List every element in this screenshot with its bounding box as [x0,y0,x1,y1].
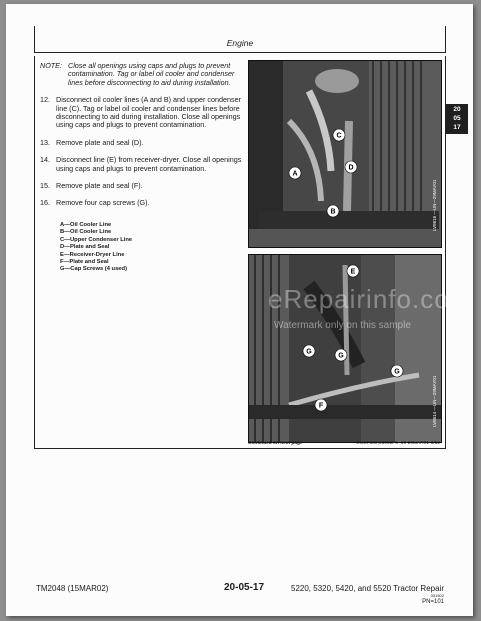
legend-item: C—Upper Condenser Line [60,236,133,243]
callout-f: F [318,402,324,410]
legend-item: D—Plate and Seal [60,244,110,251]
callout-g: G [306,348,312,356]
callout-a: A [292,170,298,178]
manual-title: 5220, 5320, 5420, and 5520 Tractor Repair [291,584,444,593]
step-number: 16. [40,198,50,208]
step-item [40,156,242,173]
legend-item: B—Oil Cooler Line [60,229,112,236]
step-number: 14. [40,155,50,165]
step-text: Remove plate and seal (F). [56,181,143,191]
callout-c: C [336,132,342,140]
step-number: 15. [40,181,50,191]
step-item [40,96,242,130]
watermark: eRepairinfo.com [268,284,473,314]
page-number: 20-05-17 [224,582,265,593]
continued-label: Continued on next page [248,441,303,446]
figure1-code: LV8616 —UN—29MAY01 [432,179,437,231]
step-number: 13. [40,137,50,147]
callout-g: G [394,368,400,376]
header-box [34,26,446,53]
instruction-text [40,62,242,274]
figure-photo-receiver-dryer [248,254,442,443]
legend-item: G—Cap Screws (4 used) [60,266,128,273]
page-footer [34,584,444,608]
figure-legend [60,222,242,274]
figure2-code: LV8614 —UN—29MAY01 [432,375,437,427]
callout-g: G [338,352,344,360]
step-item [40,182,242,190]
note-text: Close all openings using caps and plugs to prevent contamination. Tag or label oil cooler and condenser lines before disconnecting to aid during installation. [68,61,235,87]
continued-code: OUCF089,00002F6 -19-29MAR01-3/12 [356,441,440,446]
legend-item: E—Receiver-Dryer Line [60,251,125,258]
continued-note [248,441,440,446]
step-item [40,139,242,147]
step-item [40,199,242,207]
legend-item: A—Oil Cooler Line [60,221,112,228]
section-title: Engine [226,38,254,48]
pn-code: PN=101 [422,599,444,605]
callout-e: E [350,268,356,276]
callout-b: B [330,208,336,216]
section-tab [446,104,468,134]
section-tab-line1: 20 [453,106,461,113]
step-text: Remove four cap screws (G). [56,198,150,208]
step-text: Disconnect line (E) from receiver-dryer. Close all openings using caps and plugs to prevent contamination. [56,155,242,173]
step-text: Remove plate and seal (D). [56,137,144,147]
section-tab-line2: 05 [453,115,461,122]
section-tab-line3: 17 [453,124,461,131]
note-label: NOTE: [40,61,62,70]
figure-photo-condenser-lines [248,60,442,248]
step-number: 12. [40,95,50,105]
manual-number: TM2048 (15MAR02) [36,584,109,593]
footer-date-code: 051502 [430,593,444,598]
content-frame [34,56,446,449]
note [40,62,242,87]
watermark-subtext: Watermark only on this sample [274,320,411,331]
legend-item: F—Plate and Seal [60,258,109,265]
step-text: Disconnect oil cooler lines (A and B) and upper condenser line (C). Tag or label oil cooler and condenser lines before disconnecting to aid during installation. Close all openings using caps and plugs to prevent contamination. [56,95,241,130]
callout-d: D [348,164,354,172]
manual-page [6,4,473,616]
